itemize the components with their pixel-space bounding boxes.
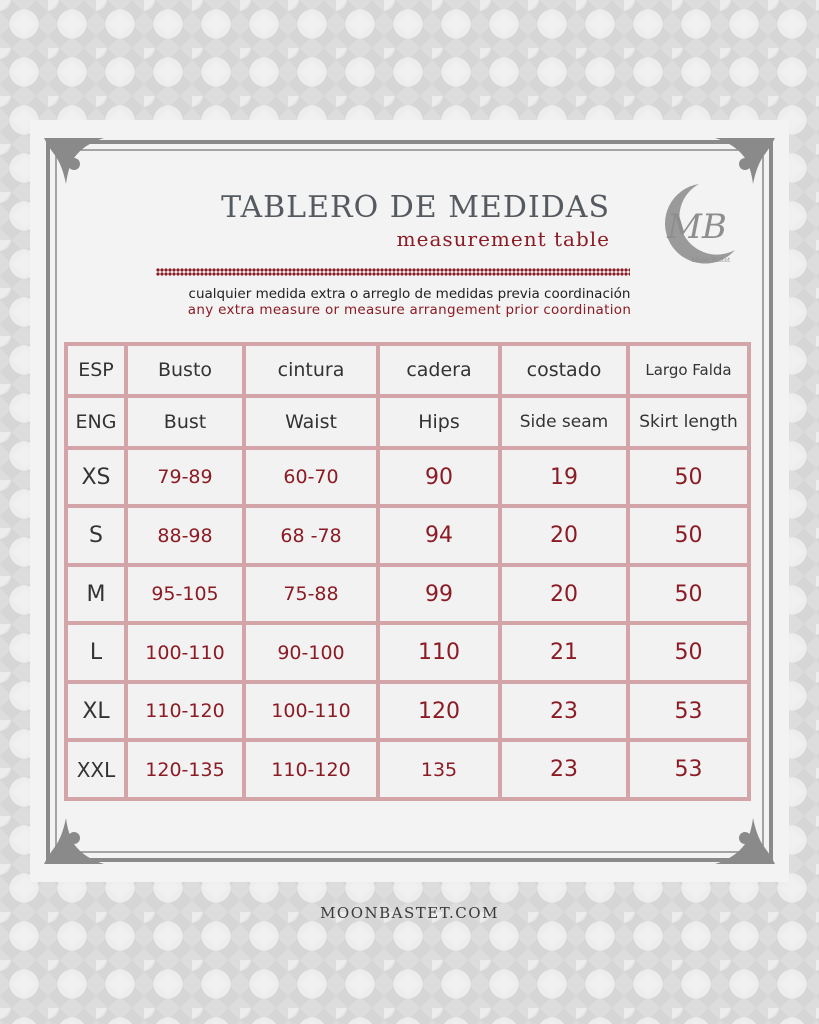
side-seam-value: 20 [502, 508, 626, 563]
skirt-length-value: 53 [630, 684, 747, 739]
hips-value: 135 [380, 742, 498, 797]
side-seam-value: 19 [502, 450, 626, 505]
waist-value: 90-100 [246, 625, 376, 680]
header-row-eng [68, 398, 747, 446]
table-row [68, 742, 747, 797]
note-english: any extra measure or measure arrangement prior coordination [187, 302, 632, 318]
page-subtitle: measurement table [396, 227, 610, 251]
note-spanish: cualquier medida extra o arreglo de medidas previa coordinación [188, 286, 631, 302]
waist-value: 60-70 [246, 450, 376, 505]
bust-value: 88-98 [128, 508, 242, 563]
bust-value: 79-89 [128, 450, 242, 505]
header-side-seam: Side seam [502, 398, 626, 446]
table-row [68, 625, 747, 680]
lang-label-esp: ESP [68, 346, 124, 394]
size-label: L [68, 625, 124, 680]
size-label: M [68, 567, 124, 622]
header-waist: Waist [246, 398, 376, 446]
header-largo-falda: Largo Falda [630, 346, 747, 394]
side-seam-value: 20 [502, 567, 626, 622]
svg-text:MB: MB [667, 207, 727, 247]
table-row [68, 450, 747, 505]
waist-value: 100-110 [246, 684, 376, 739]
hips-value: 110 [380, 625, 498, 680]
skirt-length-value: 50 [630, 508, 747, 563]
table-row [68, 684, 747, 739]
header-row-esp [68, 346, 747, 394]
skirt-length-value: 50 [630, 625, 747, 680]
side-seam-value: 23 [502, 742, 626, 797]
side-seam-value: 21 [502, 625, 626, 680]
waist-value: 68 -78 [246, 508, 376, 563]
size-label: XS [68, 450, 124, 505]
header-hips: Hips [380, 398, 498, 446]
header-skirt-length: Skirt length [630, 398, 747, 446]
header-cintura: cintura [246, 346, 376, 394]
table-row [68, 508, 747, 563]
moon-bastet-logo [647, 178, 747, 268]
header-bust: Bust [128, 398, 242, 446]
decorative-dotted-line [156, 268, 630, 276]
hips-value: 120 [380, 684, 498, 739]
svg-text:Moon Bastet: Moon Bastet [691, 257, 731, 264]
size-label: S [68, 508, 124, 563]
header-busto: Busto [128, 346, 242, 394]
bust-value: 95-105 [128, 567, 242, 622]
bust-value: 100-110 [128, 625, 242, 680]
header-cadera: cadera [380, 346, 498, 394]
side-seam-value: 23 [502, 684, 626, 739]
skirt-length-value: 50 [630, 450, 747, 505]
hips-value: 94 [380, 508, 498, 563]
lang-label-eng: ENG [68, 398, 124, 446]
size-chart-card [30, 120, 789, 882]
measurement-table [64, 342, 751, 801]
skirt-length-value: 53 [630, 742, 747, 797]
waist-value: 75-88 [246, 567, 376, 622]
bust-value: 120-135 [128, 742, 242, 797]
table-row [68, 567, 747, 622]
website-url: MOONBASTET.COM [320, 904, 499, 922]
size-label: XXL [68, 742, 124, 797]
waist-value: 110-120 [246, 742, 376, 797]
size-label: XL [68, 684, 124, 739]
hips-value: 99 [380, 567, 498, 622]
header-costado: costado [502, 346, 626, 394]
page-title: TABLERO DE MEDIDAS [221, 190, 610, 225]
bust-value: 110-120 [128, 684, 242, 739]
skirt-length-value: 50 [630, 567, 747, 622]
hips-value: 90 [380, 450, 498, 505]
